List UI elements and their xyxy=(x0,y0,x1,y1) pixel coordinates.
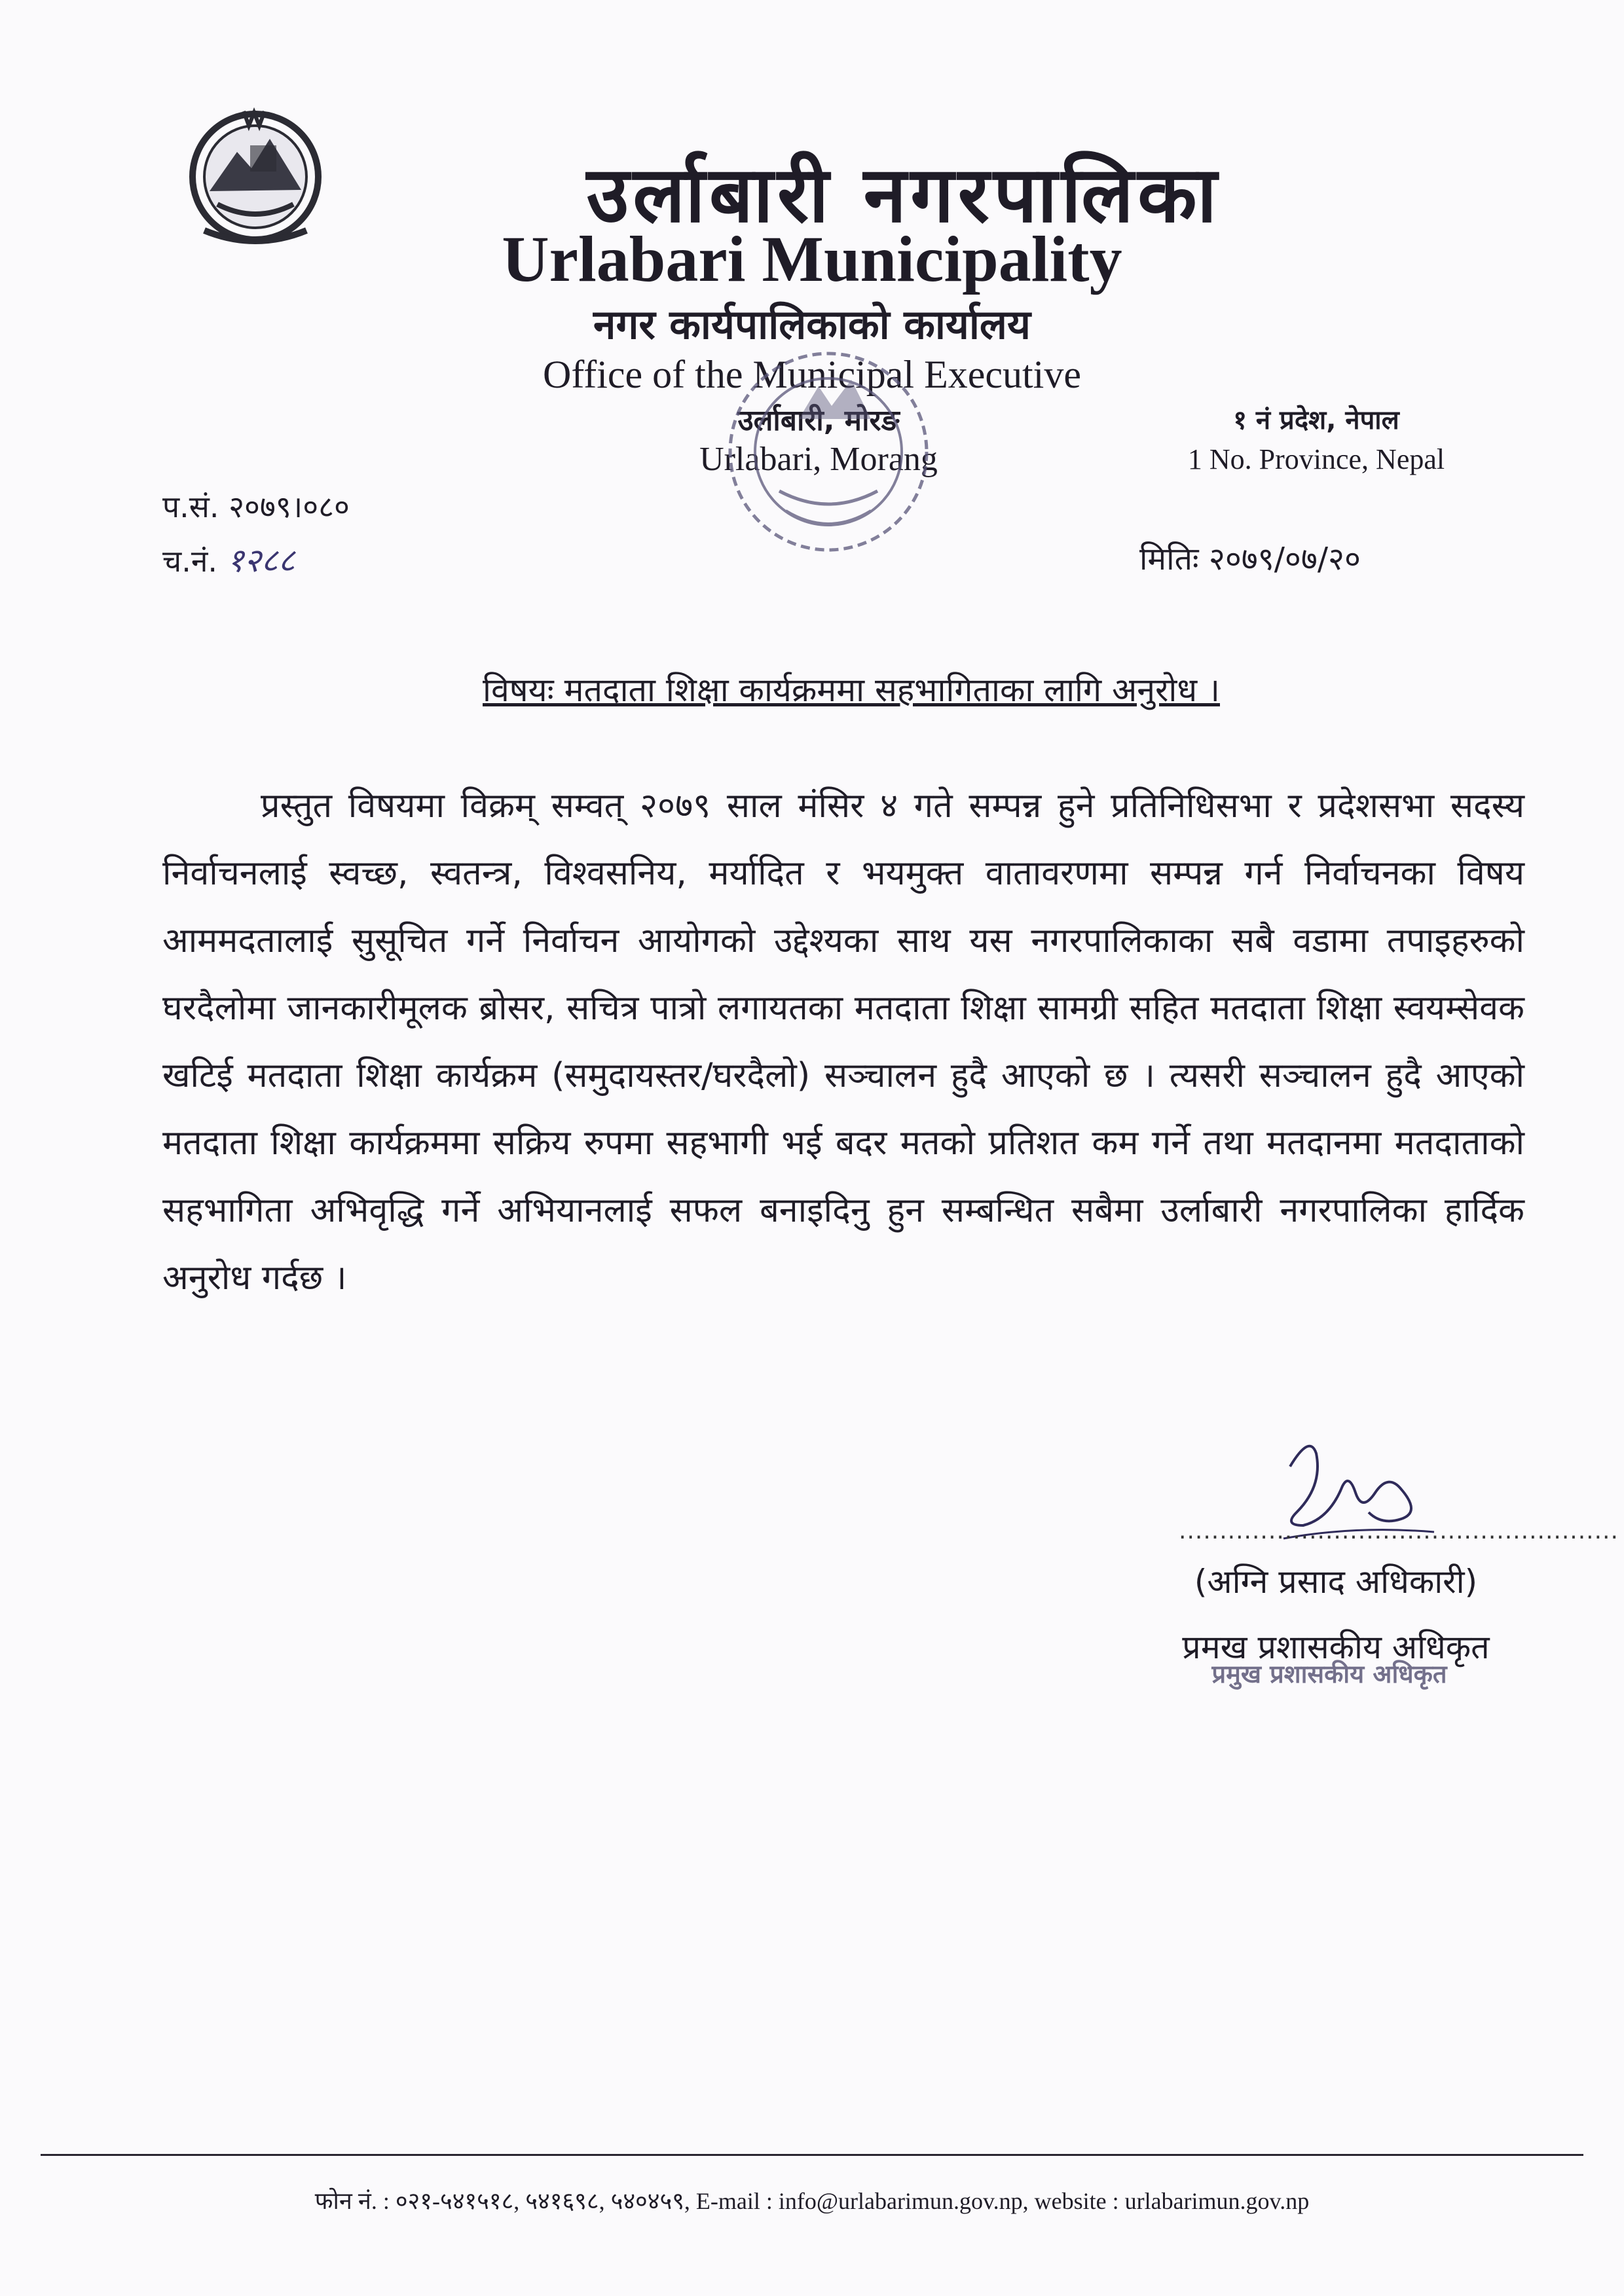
office-title-nepali: नगर कार्यपालिकाको कार्यालय xyxy=(593,301,1031,348)
letter-date xyxy=(1139,537,1361,579)
municipality-title-english: Urlabari Municipality xyxy=(502,223,1122,295)
letter-subject: विषयः मतदाता शिक्षा कार्यक्रममा सहभागिताका लागि अनुरोध । xyxy=(483,671,1220,709)
place-nepali: उर्लाबारी, मोरङ xyxy=(737,404,900,437)
reference-number-label: प.सं. xyxy=(162,489,219,524)
reference-number xyxy=(162,486,350,526)
dispatch-number xyxy=(162,537,295,581)
municipality-title-nepali: उर्लाबारी नगरपालिका xyxy=(586,149,1221,240)
signature-line: ...................................................... xyxy=(1179,1518,1619,1544)
signer-designation: प्रमख प्रशासकीय अधिकृत xyxy=(1182,1628,1490,1666)
office-title-english: Office of the Municipal Executive xyxy=(543,353,1081,396)
place-english: Urlabari, Morang xyxy=(699,441,938,478)
signer-name: (अग्नि प्रसाद अधिकारी) xyxy=(1194,1563,1478,1601)
reference-number-value: २०७९।०८० xyxy=(229,489,350,524)
date-value: २०७९/०७/२० xyxy=(1208,541,1361,577)
province-english: 1 No. Province, Nepal xyxy=(1187,443,1445,475)
date-label: मितिः xyxy=(1139,541,1199,577)
province-nepali: १ नं प्रदेश, नेपाल xyxy=(1233,405,1399,435)
dispatch-number-value: १२८८ xyxy=(227,541,295,579)
office-seal-stamp xyxy=(720,340,936,563)
letter-body: प्रस्तुत विषयमा विक्रम् सम्वत् २०७९ साल मंसिर ४ गते सम्पन्न हुने प्रतिनिधिसभा र प्रदेशसभा सदस्य निर्वाचनलाई स्वच्छ, स्वतन्त्र, विश्वसनिय, मर्यादित र भयमुक्त वातावरणमा सम्पन्न गर्न निर्वाचनका विषय आममदतालाई सुसूचित गर्ने निर्वाचन आयोगको उद्देश्यका साथ यस नगरपालिकाका सबै वडामा तपाइहरुको घरदैलोमा जानकारीमूलक ब्रोसर, सचित्र पात्रो लगायतका मतदाता शिक्षा सामग्री सहित मतदाता शिक्षा स्वयम्सेवक खटिई मतदाता शिक्षा कार्यक्रम (समुदायस्तर/घरदैलो) सञ्चालन हुदै आएको छ । त्यसरी सञ्चालन हुदै आएको मतदाता शिक्षा कार्यक्रममा सक्रिय रुपमा सहभागी भई बदर मतको प्रतिशत कम गर्ने तथा मतदानमा मतदाताको सहभागिता अभिवृद्धि गर्ने अभियानलाई सफल बनाइदिनु हुन सम्बन्धित सबैमा उर्लाबारी नगरपालिका हार्दिक अनुरोध गर्दछ । xyxy=(162,786,1524,1298)
dispatch-number-label: च.नं. xyxy=(162,543,217,579)
footer-contact: फोन नं. : ०२१-५४१५१८, ५४१६९८, ५४०४५९, E-mail : info@urlabarimun.gov.np, website : urlabarimun.gov.np xyxy=(314,2188,1310,2214)
footer-divider xyxy=(41,2154,1583,2156)
designation-stamp: प्रमुख प्रशासकीय अधिकृत xyxy=(1211,1660,1447,1688)
